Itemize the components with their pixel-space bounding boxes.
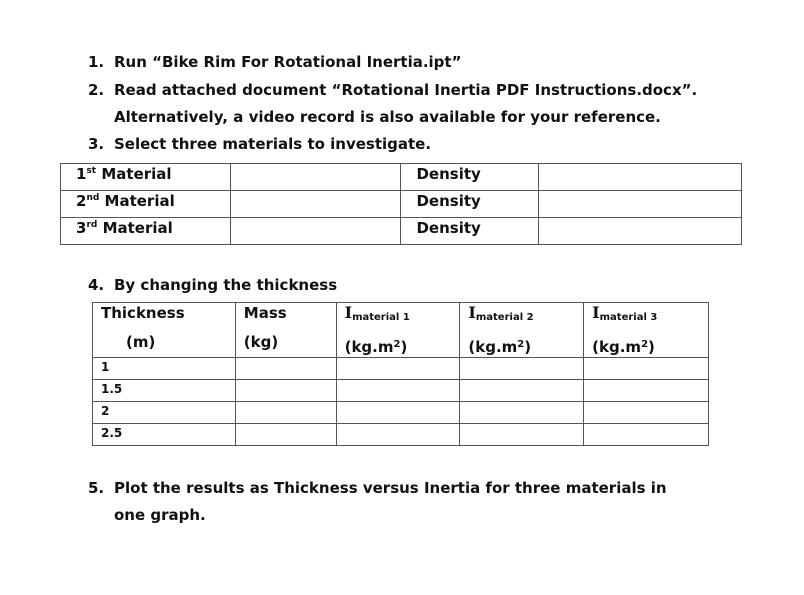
step-3 [88,135,431,153]
step-text: Plot the results as Thickness versus Inertia for three materials in [114,479,667,497]
step-text: Select three materials to investigate. [114,135,432,153]
inertia-3-cell[interactable] [584,358,709,380]
density-label: Density [401,218,539,245]
step-4 [88,276,337,294]
step-5-continuation: one graph. [114,506,206,524]
materials-table [60,163,742,245]
step-number: 4. [88,276,105,294]
mass-cell[interactable] [235,424,336,446]
thickness-value: 2.5 [93,424,236,446]
table-header-row [93,303,709,358]
density-label: Density [401,191,539,218]
material-name-cell[interactable] [230,191,401,218]
inertia-1-cell[interactable] [336,380,460,402]
material-label: 1st Material [61,164,231,191]
step-number: 1. [88,53,105,71]
inertia-2-cell[interactable] [460,424,584,446]
step-text: Run “Bike Rim For Rotational Inertia.ipt” [114,53,462,71]
header-mass: Mass (kg) [235,303,336,358]
table-row [93,424,709,446]
step-2 [88,81,697,99]
material-label: 3rd Material [61,218,231,245]
step-text: Read attached document “Rotational Inertia PDF Instructions.docx”. [114,81,698,99]
thickness-value: 1.5 [93,380,236,402]
table-row [61,164,742,191]
mass-cell[interactable] [235,358,336,380]
table-row [61,218,742,245]
step-1 [88,53,461,71]
table-row [93,380,709,402]
inertia-1-cell[interactable] [336,424,460,446]
inertia-3-cell[interactable] [584,380,709,402]
material-name-cell[interactable] [230,218,401,245]
inertia-3-cell[interactable] [584,424,709,446]
header-inertia-material-3: $I_{material 3}$ $(kg.m^2)$ [584,303,709,358]
density-value-cell[interactable] [539,191,742,218]
table-row [93,402,709,424]
step-text: By changing the thickness [114,276,338,294]
inertia-2-cell[interactable] [460,402,584,424]
mass-cell[interactable] [235,402,336,424]
step-number: 3. [88,135,105,153]
inertia-2-cell[interactable] [460,358,584,380]
thickness-table [92,302,709,446]
material-label: 2nd Material [61,191,231,218]
table-row [61,191,742,218]
density-value-cell[interactable] [539,218,742,245]
step-number: 2. [88,81,105,99]
header-thickness: Thickness (m) [93,303,236,358]
step-2-continuation: Alternatively, a video record is also available for your reference. [114,108,661,126]
step-5 [88,479,667,497]
material-name-cell[interactable] [230,164,401,191]
inertia-1-cell[interactable] [336,402,460,424]
step-number: 5. [88,479,105,497]
inertia-1-cell[interactable] [336,358,460,380]
inertia-2-cell[interactable] [460,380,584,402]
density-value-cell[interactable] [539,164,742,191]
thickness-value: 2 [93,402,236,424]
header-inertia-material-2: $I_{material 2}$ $(kg.m^2)$ [460,303,584,358]
table-row [93,358,709,380]
density-label: Density [401,164,539,191]
mass-cell[interactable] [235,380,336,402]
inertia-3-cell[interactable] [584,402,709,424]
header-inertia-material-1: $I_{material 1}$ $(kg.m^2)$ [336,303,460,358]
thickness-value: 1 [93,358,236,380]
